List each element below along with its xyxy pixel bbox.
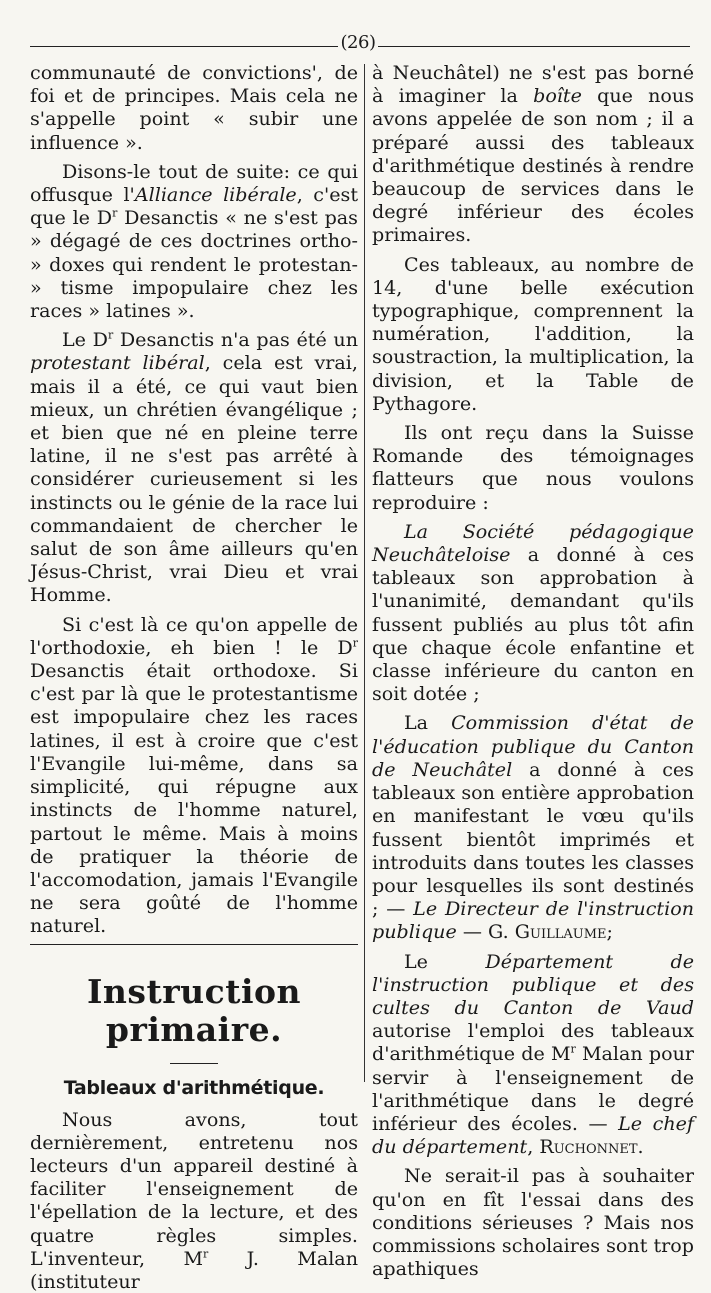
text-run: , cela est vrai, mais il a été, ce qui vaut bien mieux, un chrétien évangélique ; et bien que né en pleine terre latine, il ne s'est pas arrêté à considérer curieusement si les instincts ou le génie de la race lui commandaient de chercher le salut de son âme ailleurs qu'en Jésus-Christ, vrai Dieu et vrai Homme. [30,351,358,607]
paragraph [372,711,694,943]
text-run: a donné à ces tableaux son entière approbation en manifestant le vœu qu'ils fussent bientôt imprimés et introduits dans toutes les classes pour lesquelles ils sont destinés ; — [372,757,694,921]
header-rule-right [378,46,690,47]
text-run: Ils ont reçu dans la Suisse Romande des témoignages flatteurs que nous voulons reproduire : [372,421,694,514]
superscript: r [352,636,358,650]
paragraph [372,421,694,514]
article-end-rule [30,944,358,945]
text-run: Desanctis était orthodoxe. Si c'est par là que le protestantisme est impopulaire chez les races latines, il est à croire que c'est l'Evangile lui-même, dans sa simplicité, qui répugne aux instincts de l'homme naturel, partout le même. Mais à moins de pratiquer la théorie de l'accomodation, jamais l'Evangile ne sera goûté de l'homme naturel. [30,659,358,938]
paragraph [30,328,358,606]
italic-text: Le Directeur de l'instruction publique [372,897,694,944]
left-column-article-start [30,1108,358,1293]
paragraph [30,61,358,154]
superscript: r [107,328,114,342]
text-run: à Neuchâtel) ne s'est pas borné à imaginer la [372,61,694,108]
italic-text: Le chef du département [372,1111,694,1159]
italic-text: boîte [533,84,582,108]
text-run: ; [606,920,613,944]
text-run: Ces tableaux, au nombre de 14, d'une belle exécution typographique, comprennent la numération, l'addition, la soustraction, la multiplication, la division, et la Table de Pythagore. [372,252,694,415]
text-run: Malan pour servir à l'enseignement de l'arithmétique dans le degré inférieur des écoles. — [372,1042,694,1135]
italic-text: Alliance libérale [134,183,297,207]
text-run: a donné à ces tableaux son approbation à l'unanimité, demandant qu'ils fussent publiés au plus tôt afin que chaque école enfantine et classe inférieure du canton en soit dotée ; [372,543,694,706]
text-run: — G. [456,920,515,944]
italic-text: La Société pédagogique Neuchâteloise [372,519,694,567]
text-run: Le [404,949,486,973]
text-run: que nous avons appelée de son nom ; il a préparé aussi des tableaux d'arithmétique destinés à rendre beaucoup de services dans le degré inférieur des écoles primaires. [372,84,694,247]
page-number: (26) [340,32,376,53]
small-caps-name: Ruchonnet [539,1135,638,1159]
text-run: , c'est que le D [30,183,358,230]
small-caps-name: Guillaume [514,920,607,944]
subsection-title: Tableaux d'arithmétique. [63,1076,325,1099]
left-column-body [30,61,358,938]
text-run: . [637,1135,644,1159]
text-run: Ne serait-il pas à souhaiter qu'on en fît l'essai dans des conditions sérieuses ? Mais nos commissions scholaires sont trop apathiques [372,1164,694,1281]
text-run: La [404,711,452,735]
text-run: Le D [62,328,108,352]
right-column-body [372,61,694,1280]
paragraph [372,950,694,1159]
text-run: , [527,1135,540,1159]
paragraph [30,160,358,322]
superscript: r [570,1042,576,1056]
column-divider [364,64,365,1082]
italic-text: Département de l'instruction publique et des cultes du Canton de Vaud [372,949,694,1019]
right-column [372,61,694,1280]
text-run: autorise l'emploi des tableaux d'arithmétique de M [372,1019,694,1066]
text-run: communauté de convictions', de foi et de principes. Mais cela ne s'appelle point « subir une influence ». [30,61,358,154]
italic-text: Commission d'état de l'éducation publique du Canton de Neuchâtel [372,711,694,781]
italic-text: protestant libéral [30,351,205,375]
section-divider [170,1063,218,1064]
superscript: r [112,206,118,220]
section-title: Instruction primaire. [86,971,301,1049]
header-rule-left [30,46,338,47]
paragraph [372,253,694,415]
superscript: r [203,1247,209,1261]
paragraph [30,613,358,938]
text-run: Desanctis « ne s'est pas » dégagé de ces doctrines ortho- » doxes qui rendent le protestan- » tisme impopulaire chez les races » latines ». [30,206,358,323]
paragraph [372,1164,694,1280]
text-run: J. Malan (instituteur [30,1246,358,1293]
text-run: Nous avons, tout dernièrement, entretenu nos lecteurs d'un appareil destiné à faciliter l'enseignement de l'épellation de la lecture, et des quatre règles simples. L'inventeur, M [30,1107,358,1270]
left-column [30,61,358,1293]
paragraph [372,520,694,706]
text-run: Disons-le tout de suite: ce qui offusque l' [30,159,358,207]
paragraph [30,1108,358,1293]
text-run: Desanctis n'a pas été un [113,328,358,352]
paragraph [372,61,694,247]
text-run: Si c'est là ce qu'on appelle de l'orthodoxie, eh bien ! le D [30,612,358,659]
